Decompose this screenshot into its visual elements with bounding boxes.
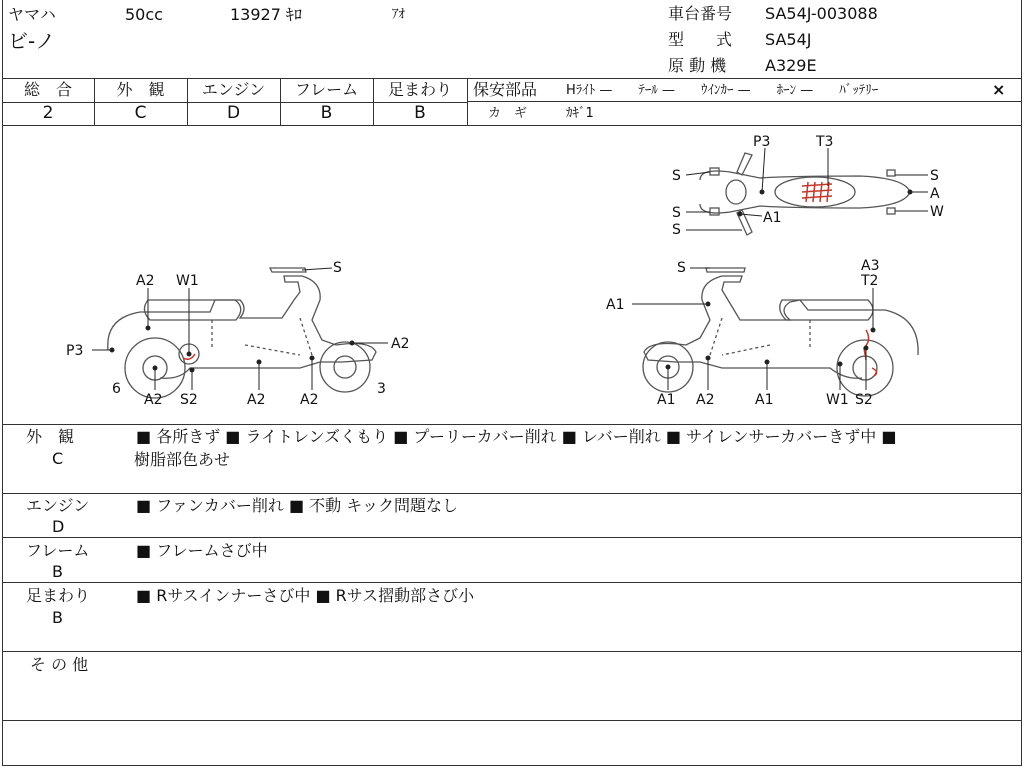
remark-frame-label: フレーム xyxy=(26,541,90,560)
lbl-left-a2-b3: A2 xyxy=(300,392,319,408)
battery-mark: × xyxy=(992,80,1006,99)
lbl-right-t2: T2 xyxy=(861,273,879,289)
maker: ヤマハ xyxy=(8,5,56,24)
grade-engine-value: D xyxy=(226,103,241,123)
lbl-right-s2: S2 xyxy=(855,392,873,408)
lbl-right-a1b: A1 xyxy=(657,392,676,408)
grade-total-value: 2 xyxy=(42,103,54,123)
remark-other-label: そ の 他 xyxy=(30,655,89,674)
remark-engine-label: エンジン xyxy=(26,496,90,515)
remark-suspension-text1: ■ Rサスインナーさび中 ■ Rサス摺動部さび小 xyxy=(136,586,475,605)
model-name: ビ-ノ xyxy=(8,29,56,53)
grade-exterior-label: 外 観 xyxy=(116,80,165,99)
lbl-left-a2-b2: A2 xyxy=(247,392,266,408)
lbl-top-a: A xyxy=(930,186,940,202)
lbl-top-t3: T3 xyxy=(816,134,834,150)
lbl-top-p3: P3 xyxy=(753,134,771,150)
grade-frame-label: フレーム xyxy=(294,80,359,99)
engine-label: 原 動 機 xyxy=(668,56,727,75)
lbl-left-w1: W1 xyxy=(176,273,199,289)
lbl-right-a1: A1 xyxy=(606,297,625,313)
lbl-right-a3: A3 xyxy=(861,258,880,274)
grade-exterior-value: C xyxy=(134,103,147,123)
grade-suspension-label: 足まわり xyxy=(387,80,452,99)
remark-exterior-label: 外 観 xyxy=(26,427,75,446)
remark-suspension-label: 足まわり xyxy=(26,586,91,605)
lbl-left-a2-r: A2 xyxy=(391,336,410,352)
key-value: ｶｷﾞ1 xyxy=(566,106,594,121)
chassis-value: SA54J-003088 xyxy=(765,4,878,23)
remark-frame-grade: B xyxy=(52,562,63,581)
lbl-top-s3: S xyxy=(672,222,681,238)
grade-frame-value: B xyxy=(320,103,333,123)
lbl-top-s1: S xyxy=(672,168,681,184)
remark-exterior-grade: C xyxy=(52,449,64,468)
lbl-top-sr: S xyxy=(930,168,939,184)
grade-total-label: 総 合 xyxy=(23,80,72,99)
lbl-left-a2-b1: A2 xyxy=(144,392,163,408)
lbl-left-6: 6 xyxy=(112,381,121,397)
grade-engine-label: エンジン xyxy=(201,80,266,99)
safety-items: Hﾗｲﾄ — ﾃｰﾙ — ｳｲﾝｶｰ — ﾎｰﾝ — ﾊﾞｯﾃﾘｰ xyxy=(566,83,879,98)
chassis-label: 車台番号 xyxy=(668,4,733,23)
lbl-left-p3: P3 xyxy=(66,343,84,359)
remark-engine-text1: ■ ファンカバー削れ ■ 不動 キック問題なし xyxy=(136,496,458,515)
engine-value: A329E xyxy=(765,56,817,75)
remark-frame-text1: ■ フレームさび中 xyxy=(136,541,268,560)
remark-suspension-grade: B xyxy=(52,608,63,627)
key-label: カ ギ xyxy=(488,106,528,121)
remark-engine-grade: D xyxy=(52,517,65,536)
lbl-right-a1c: A1 xyxy=(755,392,774,408)
lbl-top-w: W xyxy=(930,204,944,220)
type-label: 型 式 xyxy=(668,30,733,49)
remark-exterior-text2: 樹脂部色あせ xyxy=(134,450,231,469)
lbl-left-s2: S2 xyxy=(180,392,198,408)
safety-label: 保安部品 xyxy=(473,80,538,99)
lbl-top-a1: A1 xyxy=(763,210,782,226)
lbl-top-s2: S xyxy=(672,205,681,221)
lbl-right-w1: W1 xyxy=(826,392,849,408)
mileage: 13927 ｷﾛ xyxy=(230,5,302,24)
lbl-left-s: S xyxy=(333,260,342,276)
lbl-left-a2-top: A2 xyxy=(136,273,155,289)
lbl-right-s: S xyxy=(677,260,686,276)
type-value: SA54J xyxy=(765,30,812,49)
remark-exterior-text1: ■ 各所きず ■ ライトレンズくもり ■ プーリーカバー削れ ■ レバー削れ ■ サイレンサーカバーきず中 ■ xyxy=(136,427,897,446)
displacement: 50cc xyxy=(125,5,163,24)
lbl-right-a2b: A2 xyxy=(696,392,715,408)
lbl-left-3: 3 xyxy=(377,381,386,397)
grade-suspension-value: B xyxy=(414,103,426,123)
color: ｱｵ xyxy=(392,7,405,22)
